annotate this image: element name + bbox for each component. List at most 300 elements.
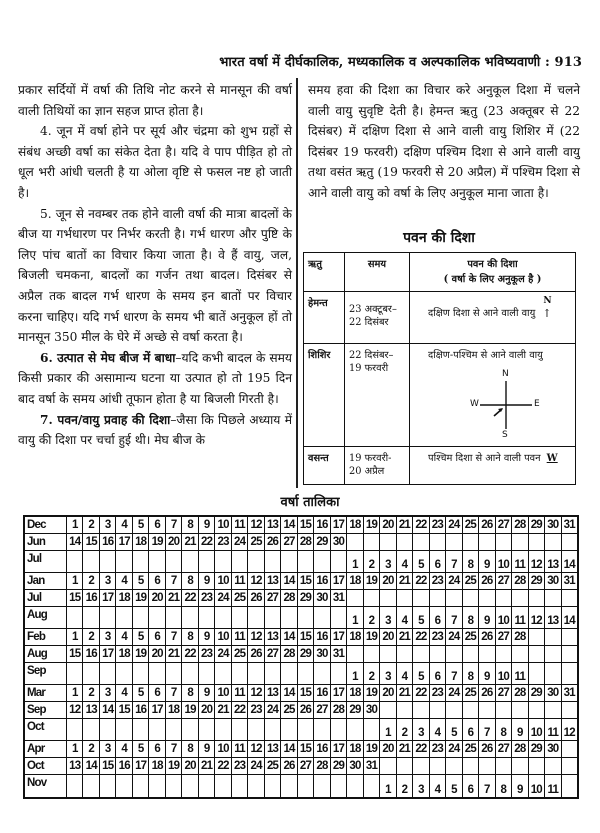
paragraph-point-7 xyxy=(18,410,292,451)
day-cell: 20 xyxy=(380,741,396,757)
day-cell: 15 xyxy=(298,573,314,589)
day-cell xyxy=(199,607,215,628)
header-period: समय xyxy=(345,253,410,292)
day-cell xyxy=(265,551,281,572)
day-cell xyxy=(347,590,363,606)
day-cell: 9 xyxy=(479,607,495,628)
day-cell: 3 xyxy=(413,719,429,740)
day-cell xyxy=(133,663,149,684)
month-label: Nov xyxy=(25,775,67,797)
day-cell: 2 xyxy=(364,607,380,628)
season-cell: हेमन्त xyxy=(304,292,345,344)
day-cell: 13 xyxy=(67,758,83,774)
direction-text: दक्षिण-पश्चिम से आने वाली वायु xyxy=(428,350,543,361)
day-cell: 28 xyxy=(512,517,528,533)
day-cell: 29 xyxy=(314,534,330,550)
day-cell: 19 xyxy=(364,517,380,533)
day-cell xyxy=(512,646,528,662)
day-cell: 6 xyxy=(149,741,165,757)
day-cell xyxy=(298,719,314,740)
month-label: Feb xyxy=(25,629,67,645)
wind-table-header-row xyxy=(304,253,576,292)
day-cell: 4 xyxy=(397,607,413,628)
day-cell xyxy=(529,758,545,774)
day-cell xyxy=(298,551,314,572)
day-cell xyxy=(248,663,264,684)
day-cell xyxy=(265,607,281,628)
day-cell xyxy=(397,590,413,606)
day-cell xyxy=(149,719,165,740)
day-cell: 4 xyxy=(116,629,132,645)
day-cell xyxy=(116,551,132,572)
day-cell: 1 xyxy=(347,663,363,684)
day-cell: 25 xyxy=(463,517,479,533)
day-cell xyxy=(67,551,83,572)
day-cell: 23 xyxy=(232,758,248,774)
day-cell xyxy=(314,719,330,740)
day-cell: 31 xyxy=(364,758,380,774)
day-cell xyxy=(215,551,231,572)
day-cell xyxy=(479,590,495,606)
day-cell: 16 xyxy=(314,573,330,589)
day-cell: 14 xyxy=(281,629,297,645)
calendar-row xyxy=(25,719,577,741)
day-cell: 18 xyxy=(347,517,363,533)
day-cell: 13 xyxy=(265,685,281,701)
day-cell xyxy=(430,758,446,774)
period-cell xyxy=(345,292,410,344)
day-cell: 22 xyxy=(413,629,429,645)
day-cell: 25 xyxy=(463,629,479,645)
day-cell: 22 xyxy=(215,758,231,774)
day-cell xyxy=(314,551,330,572)
day-cell xyxy=(281,607,297,628)
day-cell xyxy=(463,758,479,774)
month-label: Jul xyxy=(25,590,67,606)
day-cell: 12 xyxy=(248,517,264,533)
day-cell: 20 xyxy=(380,629,396,645)
day-cell: 6 xyxy=(430,551,446,572)
day-cell: 5 xyxy=(413,607,429,628)
header-direction xyxy=(410,253,576,292)
day-cell xyxy=(545,702,561,718)
day-cell xyxy=(479,758,495,774)
day-cell xyxy=(199,551,215,572)
day-cell xyxy=(562,590,577,606)
day-cell: 11 xyxy=(512,607,528,628)
day-cell xyxy=(182,663,198,684)
day-cell xyxy=(496,702,512,718)
day-cell: 16 xyxy=(83,590,99,606)
day-cell xyxy=(446,590,462,606)
paragraph-point-6 xyxy=(18,348,292,410)
day-cell: 4 xyxy=(116,517,132,533)
day-cell: 21 xyxy=(397,741,413,757)
day-cell: 25 xyxy=(463,685,479,701)
day-cell: 29 xyxy=(529,685,545,701)
day-cell xyxy=(215,719,231,740)
period-line1: 23 अक्टूबर– xyxy=(349,304,397,315)
day-cell: 20 xyxy=(380,517,396,533)
day-cell: 13 xyxy=(545,551,561,572)
day-cell: 25 xyxy=(463,573,479,589)
day-cell xyxy=(545,646,561,662)
day-cell: 30 xyxy=(364,702,380,718)
day-cell: 19 xyxy=(133,590,149,606)
day-cell xyxy=(562,646,577,662)
day-cell: 26 xyxy=(479,573,495,589)
day-cell: 22 xyxy=(413,517,429,533)
day-cell xyxy=(562,663,577,684)
calendar-row xyxy=(25,517,577,534)
day-cell: 29 xyxy=(298,646,314,662)
day-cell: 30 xyxy=(545,573,561,589)
day-cell xyxy=(182,551,198,572)
day-cell xyxy=(331,551,347,572)
day-cell: 1 xyxy=(67,685,83,701)
day-cell: 25 xyxy=(281,702,297,718)
day-cell: 6 xyxy=(149,517,165,533)
day-cell: 6 xyxy=(463,775,479,797)
day-cell xyxy=(463,702,479,718)
day-cell: 25 xyxy=(232,590,248,606)
day-cell: 8 xyxy=(496,775,512,797)
day-cell: 15 xyxy=(67,590,83,606)
day-cell xyxy=(413,758,429,774)
day-cell: 2 xyxy=(83,685,99,701)
day-cell: 4 xyxy=(397,551,413,572)
day-cell: 10 xyxy=(529,719,545,740)
day-cell: 4 xyxy=(430,775,446,797)
day-cell: 8 xyxy=(463,551,479,572)
day-cell: 9 xyxy=(512,775,528,797)
day-cell: 10 xyxy=(529,775,545,797)
day-cell: 20 xyxy=(149,646,165,662)
day-cell: 2 xyxy=(364,551,380,572)
day-cell xyxy=(545,534,561,550)
day-cell xyxy=(232,719,248,740)
day-cell: 21 xyxy=(397,685,413,701)
day-cell: 26 xyxy=(479,629,495,645)
day-cell: 23 xyxy=(248,702,264,718)
day-cell: 17 xyxy=(331,741,347,757)
day-cell: 17 xyxy=(100,590,116,606)
day-cell xyxy=(149,663,165,684)
day-cell xyxy=(562,702,577,718)
period-line1: 19 फरवरी- xyxy=(349,453,392,464)
day-cell: 20 xyxy=(380,573,396,589)
day-cell xyxy=(248,551,264,572)
day-cell xyxy=(298,607,314,628)
month-label: Apr xyxy=(25,741,67,757)
day-cell: 3 xyxy=(100,741,116,757)
day-cell xyxy=(100,607,116,628)
day-cell: 28 xyxy=(331,702,347,718)
day-cell xyxy=(232,551,248,572)
day-cell xyxy=(380,590,396,606)
day-cell: 13 xyxy=(265,741,281,757)
column-divider xyxy=(296,78,298,488)
day-cell: 20 xyxy=(149,590,165,606)
day-cell xyxy=(446,646,462,662)
day-cell xyxy=(100,551,116,572)
day-cell: 22 xyxy=(413,685,429,701)
day-cell: 8 xyxy=(182,685,198,701)
day-cell: 12 xyxy=(248,685,264,701)
day-cell: 15 xyxy=(298,629,314,645)
day-cell: 8 xyxy=(463,663,479,684)
day-cell xyxy=(182,719,198,740)
day-cell: 3 xyxy=(380,551,396,572)
day-cell: 8 xyxy=(182,629,198,645)
day-cell: 27 xyxy=(496,741,512,757)
day-cell xyxy=(248,719,264,740)
day-cell: 26 xyxy=(248,646,264,662)
day-cell: 5 xyxy=(133,741,149,757)
day-cell: 11 xyxy=(232,629,248,645)
day-cell xyxy=(83,551,99,572)
day-cell: 14 xyxy=(67,534,83,550)
day-cell: 2 xyxy=(83,573,99,589)
day-cell: 28 xyxy=(298,534,314,550)
day-cell: 5 xyxy=(133,685,149,701)
day-cell: 21 xyxy=(166,590,182,606)
day-cell: 20 xyxy=(166,534,182,550)
wind-row-hemant xyxy=(304,292,576,344)
day-cell: 9 xyxy=(199,573,215,589)
day-cell: 3 xyxy=(413,775,429,797)
day-cell xyxy=(529,629,545,645)
header-direction-line2: ( वर्षा के लिए अनुकूल है ) xyxy=(443,274,542,285)
day-cell: 24 xyxy=(232,534,248,550)
day-cell xyxy=(397,702,413,718)
day-cell: 13 xyxy=(265,573,281,589)
day-cell: 18 xyxy=(347,741,363,757)
day-cell: 2 xyxy=(364,663,380,684)
day-cell: 5 xyxy=(133,517,149,533)
day-cell xyxy=(281,551,297,572)
day-cell: 27 xyxy=(298,758,314,774)
day-cell: 11 xyxy=(512,551,528,572)
day-cell xyxy=(133,607,149,628)
rain-calendar-table xyxy=(23,515,579,799)
day-cell: 24 xyxy=(446,517,462,533)
compass-icon xyxy=(466,367,546,442)
day-cell: 15 xyxy=(67,646,83,662)
day-cell: 1 xyxy=(67,573,83,589)
day-cell: 7 xyxy=(479,775,495,797)
day-cell xyxy=(413,590,429,606)
day-cell: 7 xyxy=(166,685,182,701)
day-cell: 12 xyxy=(67,702,83,718)
day-cell: 27 xyxy=(265,590,281,606)
day-cell: 10 xyxy=(215,685,231,701)
day-cell: 24 xyxy=(446,685,462,701)
day-cell: 30 xyxy=(545,741,561,757)
day-cell: 3 xyxy=(380,663,396,684)
day-cell xyxy=(397,646,413,662)
day-cell: 28 xyxy=(281,590,297,606)
day-cell: 24 xyxy=(446,573,462,589)
month-label: Sep xyxy=(25,663,67,684)
period-line2: 20 अप्रैल xyxy=(349,466,385,477)
month-label: Oct xyxy=(25,719,67,740)
day-cell xyxy=(314,607,330,628)
day-cell: 27 xyxy=(496,629,512,645)
day-cell: 27 xyxy=(496,573,512,589)
day-cell: 10 xyxy=(496,607,512,628)
day-cell: 20 xyxy=(182,758,198,774)
day-cell xyxy=(463,646,479,662)
day-cell: 3 xyxy=(380,607,396,628)
day-cell xyxy=(166,663,182,684)
day-cell: 16 xyxy=(314,741,330,757)
day-cell: 9 xyxy=(479,551,495,572)
day-cell: 24 xyxy=(248,758,264,774)
day-cell xyxy=(446,534,462,550)
day-cell: 22 xyxy=(182,590,198,606)
day-cell xyxy=(67,775,83,797)
day-cell: 10 xyxy=(215,517,231,533)
day-cell xyxy=(529,646,545,662)
day-cell xyxy=(83,775,99,797)
day-cell xyxy=(331,607,347,628)
day-cell xyxy=(215,663,231,684)
day-cell: 23 xyxy=(215,534,231,550)
day-cell: 15 xyxy=(298,517,314,533)
day-cell: 26 xyxy=(281,758,297,774)
day-cell xyxy=(133,551,149,572)
day-cell xyxy=(265,775,281,797)
day-cell xyxy=(199,663,215,684)
day-cell: 28 xyxy=(281,646,297,662)
day-cell: 17 xyxy=(331,573,347,589)
day-cell: 5 xyxy=(133,629,149,645)
day-cell: 19 xyxy=(133,646,149,662)
day-cell xyxy=(116,607,132,628)
direction-cell xyxy=(410,447,576,485)
day-cell: 4 xyxy=(116,741,132,757)
calendar-row xyxy=(25,685,577,702)
day-cell xyxy=(67,719,83,740)
point-6-body: –यदि कभी बादल के समय किसी प्रकार की असामान्य घटना या उत्पात हो तो 195 दिन बाद वर्षा के समय आंधी तूफान होता है या बिजली गिरती है। xyxy=(18,350,292,406)
day-cell: 18 xyxy=(347,629,363,645)
day-cell: 10 xyxy=(215,629,231,645)
day-cell xyxy=(67,663,83,684)
day-cell: 17 xyxy=(331,629,347,645)
day-cell xyxy=(232,663,248,684)
day-cell: 29 xyxy=(529,517,545,533)
day-cell: 1 xyxy=(67,629,83,645)
day-cell: 24 xyxy=(446,741,462,757)
day-cell: 26 xyxy=(479,741,495,757)
day-cell: 1 xyxy=(347,551,363,572)
day-cell: 18 xyxy=(133,534,149,550)
day-cell xyxy=(100,719,116,740)
compass-south-label: S xyxy=(502,430,508,440)
day-cell xyxy=(149,775,165,797)
day-cell xyxy=(430,590,446,606)
day-cell xyxy=(397,758,413,774)
day-cell: 14 xyxy=(281,685,297,701)
day-cell xyxy=(364,775,380,797)
day-cell: 22 xyxy=(199,534,215,550)
day-cell xyxy=(83,663,99,684)
day-cell: 17 xyxy=(331,517,347,533)
day-cell: 10 xyxy=(496,551,512,572)
day-cell: 18 xyxy=(166,702,182,718)
day-cell xyxy=(479,534,495,550)
day-cell xyxy=(331,663,347,684)
day-cell: 20 xyxy=(380,685,396,701)
calendar-row xyxy=(25,758,577,775)
day-cell: 19 xyxy=(364,741,380,757)
day-cell: 8 xyxy=(182,517,198,533)
day-cell: 22 xyxy=(232,702,248,718)
day-cell: 9 xyxy=(479,663,495,684)
day-cell: 12 xyxy=(248,573,264,589)
day-cell xyxy=(512,534,528,550)
day-cell xyxy=(199,719,215,740)
day-cell: 28 xyxy=(512,741,528,757)
day-cell: 21 xyxy=(397,629,413,645)
day-cell xyxy=(347,775,363,797)
day-cell: 3 xyxy=(100,685,116,701)
month-label: Jul xyxy=(25,551,67,572)
day-cell xyxy=(331,775,347,797)
day-cell: 16 xyxy=(83,646,99,662)
day-cell: 7 xyxy=(446,663,462,684)
day-cell xyxy=(562,758,577,774)
day-cell: 25 xyxy=(232,646,248,662)
day-cell: 12 xyxy=(248,629,264,645)
day-cell: 3 xyxy=(100,573,116,589)
day-cell: 1 xyxy=(67,517,83,533)
day-cell: 4 xyxy=(430,719,446,740)
day-cell xyxy=(166,551,182,572)
day-cell xyxy=(562,534,577,550)
day-cell: 9 xyxy=(199,741,215,757)
day-cell: 14 xyxy=(281,517,297,533)
compass-west-label: W xyxy=(470,399,479,409)
season-cell: शिशिर xyxy=(304,344,345,447)
day-cell xyxy=(545,590,561,606)
day-cell: 13 xyxy=(265,629,281,645)
day-cell xyxy=(545,663,561,684)
day-cell: 19 xyxy=(364,629,380,645)
day-cell: 22 xyxy=(182,646,198,662)
day-cell: 23 xyxy=(430,741,446,757)
day-cell: 26 xyxy=(479,685,495,701)
day-cell xyxy=(380,646,396,662)
calendar-row xyxy=(25,646,577,663)
day-cell: 8 xyxy=(463,607,479,628)
paragraph-point-4: 4. जून में वर्षा होने पर सूर्य और चंद्रमा को शुभ ग्रहों से संबंध अच्छी वर्षा का संकेत देता है। यदि वे पाप पीड़ित हो तो धूल भरी आंधी चलती है या ओला वृष्टि से फसल नष्ट हो जाती है। xyxy=(18,124,292,200)
calendar-row xyxy=(25,775,577,797)
day-cell: 19 xyxy=(149,534,165,550)
day-cell xyxy=(364,534,380,550)
day-cell: 1 xyxy=(380,719,396,740)
month-label: Aug xyxy=(25,607,67,628)
day-cell xyxy=(232,775,248,797)
day-cell: 28 xyxy=(512,685,528,701)
day-cell: 15 xyxy=(83,534,99,550)
day-cell: 27 xyxy=(281,534,297,550)
day-cell: 20 xyxy=(199,702,215,718)
day-cell: 1 xyxy=(67,741,83,757)
day-cell: 2 xyxy=(397,719,413,740)
day-cell xyxy=(67,607,83,628)
